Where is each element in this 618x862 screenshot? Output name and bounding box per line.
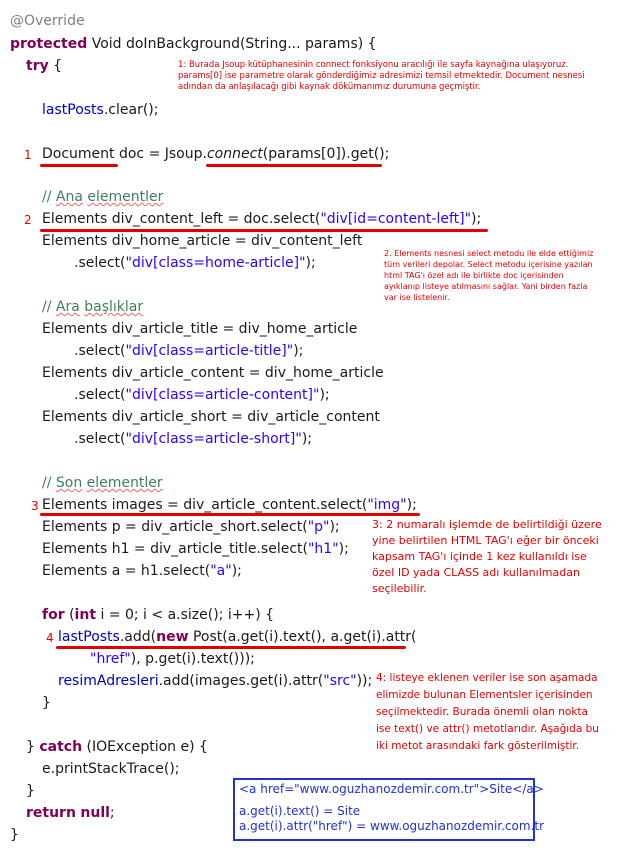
code-line-lastposts-clear	[42, 101, 158, 119]
step-marker-3: 3	[31, 499, 39, 513]
code-text: .select(	[74, 387, 126, 403]
code-text: Elements p = div_article_short.select(	[42, 519, 308, 535]
code-line-method-signature	[10, 35, 377, 53]
comment-token: Son	[55, 475, 83, 491]
code-text: );	[471, 211, 482, 227]
example-attr-result: a.get(i).attr("href") = www.oguzhanozdemir.com.tr	[239, 819, 545, 833]
code-text: ));	[356, 673, 373, 689]
note-4	[376, 670, 599, 755]
code-text: Elements h1 = div_article_title.select(	[42, 541, 308, 557]
code-text: }	[26, 783, 35, 799]
comment-token: Ana	[55, 189, 83, 205]
code-text: .clear();	[103, 102, 159, 118]
note-1	[178, 60, 585, 93]
note-3	[372, 517, 602, 597]
code-line-method-close	[10, 826, 19, 844]
code-line-images	[42, 496, 417, 514]
code-text: (	[64, 607, 75, 623]
note-3-line: 3: 2 numaralı işlemde de belirtildiği üzere	[372, 518, 602, 531]
code-text: ), p.get(i).text()));	[130, 651, 255, 667]
string-token: "div[class=article-content]"	[125, 387, 320, 403]
code-text: e.printStackTrace();	[42, 761, 180, 777]
code-text: }	[42, 695, 51, 711]
code-line-article-short	[42, 408, 380, 426]
note-1-line: 1: Burada Jsoup kütüphanesinin connect fonksiyonu aracılığı ile sayfa kaynağına ulaşıyoruz.	[178, 60, 569, 70]
example-html-line: <a href="www.oguzhanozdemir.com.tr">Site</a>	[239, 782, 544, 796]
field-token: lastPosts	[58, 629, 120, 645]
keyword-token: null	[80, 805, 110, 821]
code-line-try	[26, 57, 62, 75]
note-3-line: özel ID yada CLASS adı kullanılmadan	[372, 566, 580, 579]
step-marker-2: 2	[24, 213, 32, 227]
code-text: doc = Jsoup.	[114, 146, 207, 162]
code-line-comment-son	[42, 474, 163, 492]
keyword-token: try	[26, 58, 49, 74]
code-line-resim	[58, 672, 372, 690]
code-text: );	[293, 343, 304, 359]
code-line-article-short-select	[74, 430, 312, 448]
example-info-box	[233, 778, 545, 841]
code-text: );	[301, 431, 312, 447]
code-line-catch	[26, 738, 208, 756]
step-marker-4: 4	[46, 631, 54, 645]
code-text: );	[406, 497, 417, 513]
annotation-underline-4	[56, 646, 406, 649]
code-line-catch-close	[26, 782, 35, 800]
note-3-line: yine belirtilen HTML TAG'ı eğer bir önceki	[372, 534, 599, 547]
code-text: );	[231, 563, 242, 579]
note-4-line: iki metot arasındaki fark gösterilmiştir.	[376, 740, 580, 752]
note-3-line: kapsam TAG'ı içinde 1 kez kullanıldı ise	[372, 550, 587, 563]
code-text: Elements a = h1.select(	[42, 563, 211, 579]
code-line-return	[26, 804, 115, 822]
note-1-line: adından da anlaşılacağı gibi kaynak dökümanımız durumuna geçmiştir.	[178, 82, 481, 92]
code-text: i = 0; i < a.size(); i++) {	[96, 607, 275, 623]
string-token: "href"	[90, 651, 131, 667]
note-1-line: params[0] ise parametre olarak gönderdiğimiz adresimizi temsil etmektedir. Document nesnesi	[178, 71, 585, 81]
string-token: "div[id=content-left]"	[320, 211, 472, 227]
code-line-lastposts-add	[58, 628, 417, 646]
code-text: );	[329, 519, 340, 535]
code-text: Elements div_article_title = div_home_article	[42, 321, 358, 337]
note-4-line: elimizde bulunan Elementsler içerisinden	[376, 689, 593, 701]
code-line-article-content-select	[74, 386, 330, 404]
string-token: "a"	[210, 563, 232, 579]
keyword-token: new	[156, 629, 189, 645]
code-text: Elements images = div_article_content.select(	[42, 497, 368, 513]
code-text: .add(	[119, 629, 157, 645]
comment-token: elementler	[87, 189, 164, 205]
string-token: "h1"	[307, 541, 339, 557]
code-line-home-article-select	[74, 254, 316, 272]
note-2-line: ayıklanıp listeye atılmasını sağlar. Yani birden fazla	[384, 282, 588, 291]
code-text: {	[48, 58, 63, 74]
code-text: Void doInBackground(String... params) {	[87, 36, 377, 52]
keyword-token: protected	[10, 36, 88, 52]
string-token: "img"	[367, 497, 407, 513]
code-text: Elements div_home_article = div_content_left	[42, 233, 363, 249]
code-line-override	[10, 12, 85, 30]
note-2	[384, 248, 593, 303]
field-token: resimAdresleri	[58, 673, 159, 689]
code-text: .add(images.get(i).attr(	[158, 673, 324, 689]
string-token: "div[class=home-article]"	[125, 255, 306, 271]
string-token: "div[class=article-short]"	[125, 431, 302, 447]
note-3-line: seçilebilir.	[372, 582, 427, 595]
code-line-article-title	[42, 320, 357, 338]
annotation-underline-3	[40, 513, 420, 516]
example-text-result: a.get(i).text() = Site	[239, 804, 361, 818]
code-line-for	[42, 606, 274, 624]
code-line-article-content	[42, 364, 384, 382]
code-text: );	[319, 387, 330, 403]
code-line-article-title-select	[74, 342, 303, 360]
code-line-p	[42, 518, 340, 536]
keyword-token: catch	[39, 739, 83, 755]
code-text: .select(	[74, 255, 126, 271]
string-token: "div[class=article-title]"	[125, 343, 294, 359]
code-line-a	[42, 562, 242, 580]
code-text: ;	[109, 805, 115, 821]
field-token: lastPosts	[42, 102, 104, 118]
code-text: }	[10, 827, 19, 843]
comment-token: Ara	[55, 299, 80, 315]
comment-token: //	[42, 299, 56, 315]
note-2-line: var ise listelenir.	[384, 293, 450, 302]
code-line-document	[42, 145, 389, 163]
annotation-underline-2	[40, 229, 488, 232]
code-text: .select(	[74, 343, 126, 359]
note-2-line: 2. Elements nesnesi select metodu ile elde ettiğimiz	[384, 249, 594, 258]
note-4-line: 4: listeye eklenen veriler ise son aşamada	[376, 672, 598, 684]
keyword-token: for	[42, 607, 65, 623]
comment-token: elementler	[86, 475, 163, 491]
comment-token: //	[42, 475, 56, 491]
code-text: Elements div_content_left = doc.select(	[42, 211, 321, 227]
note-2-line: html TAG'ı özel adı ile birlikte doc içerisinden	[384, 271, 564, 280]
code-text: );	[305, 255, 316, 271]
code-line-h1	[42, 540, 349, 558]
comment-token: //	[42, 189, 56, 205]
code-text: Elements div_article_content = div_home_article	[42, 365, 384, 381]
string-token: "src"	[323, 673, 357, 689]
note-4-line: ise text() ve attr() metotlarıdır. Aşağıda bu	[376, 723, 599, 735]
step-marker-1: 1	[24, 148, 32, 162]
code-line-for-close	[42, 694, 51, 712]
note-4-line: seçilmektedir. Burada önemli olan nokta	[376, 706, 588, 718]
code-text: Document	[42, 146, 115, 162]
keyword-token: int	[74, 607, 97, 623]
code-line-printstacktrace	[42, 760, 180, 778]
code-text: Elements div_article_short = div_article_content	[42, 409, 380, 425]
string-token: "p"	[307, 519, 330, 535]
code-text: );	[338, 541, 349, 557]
annotation-token: @Override	[10, 13, 85, 29]
code-text: Post(a.get(i).text(), a.get(i).attr(	[188, 629, 417, 645]
keyword-token: return	[26, 805, 76, 821]
code-text: .select(	[74, 431, 126, 447]
code-line-comment-ana	[42, 188, 163, 206]
comment-token: başlıklar	[84, 299, 144, 315]
annotation-underline-1a	[40, 164, 118, 167]
annotation-underline-1b	[206, 164, 382, 167]
method-token: connect	[206, 146, 263, 162]
code-line-comment-ara	[42, 298, 143, 316]
code-line-home-article	[42, 232, 362, 250]
code-text: (params[0]).get();	[262, 146, 390, 162]
code-text: }	[26, 739, 40, 755]
code-line-href	[90, 650, 255, 668]
code-line-content-left	[42, 210, 481, 228]
note-2-line: tüm verileri depolar. Select metodu içerisine yazılan	[384, 260, 593, 269]
code-text: (IOException e) {	[82, 739, 208, 755]
